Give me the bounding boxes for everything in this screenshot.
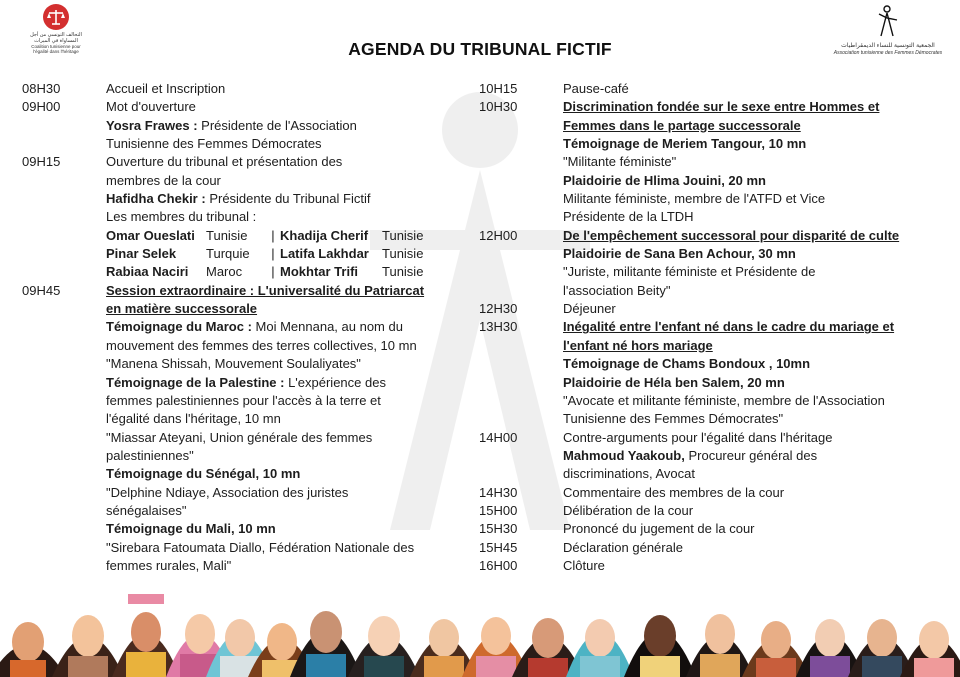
- session-text: [106, 98, 462, 153]
- pleading-text: Présidente de la LTDH: [563, 209, 694, 225]
- agenda-row: [479, 502, 929, 520]
- pleading-text: l'association Beity": [563, 282, 671, 298]
- atfd-logo-french: Association tunisienne des Femmes Démocrates: [833, 50, 943, 56]
- dancing-woman-icon: [873, 4, 903, 38]
- opening-title: Mot d'ouverture: [106, 99, 196, 115]
- speaker-line: [563, 447, 929, 465]
- session-text: [563, 429, 929, 484]
- session-text: Prononcé du jugement de la cour: [563, 521, 755, 537]
- agenda-row: [479, 520, 929, 538]
- speaker-name: Hafidha Chekir :: [106, 191, 206, 207]
- session-heading: en matière successorale: [106, 301, 258, 317]
- testimony-label: Témoignage de Chams Bondoux , 10mn: [563, 356, 811, 372]
- speaker-line: [106, 117, 462, 135]
- session-line: Ouverture du tribunal et présentation des: [106, 154, 343, 170]
- member-name: Rabiaa Naciri: [106, 264, 189, 280]
- speaker-role: Procureur général des: [688, 447, 818, 463]
- agenda-row: [479, 98, 929, 226]
- member-country: Tunisie: [382, 227, 424, 243]
- woman-figure-12: [566, 619, 634, 677]
- members-label: Les membres du tribunal :: [106, 209, 257, 225]
- session-text: [563, 318, 929, 428]
- session-text: Déclaration générale: [563, 539, 683, 555]
- member-name: Mokhtar Trifi: [280, 264, 359, 280]
- testimony-label: Témoignage du Maroc :: [106, 319, 252, 335]
- pleading-label: Plaidoirie de Héla ben Salem, 20 mn: [563, 374, 785, 390]
- pleading-text: "Avocate et militante féministe, membre de l'Association: [563, 392, 885, 408]
- time-label: 09H45: [22, 282, 61, 298]
- member-country: Maroc: [206, 264, 243, 280]
- session-text: [563, 98, 929, 226]
- member-name: Latifa Lakhdar: [280, 246, 369, 262]
- session-text: Déjeuner: [563, 301, 616, 317]
- woman-figure-14: [686, 614, 754, 677]
- speaker-line: [106, 190, 462, 208]
- member-name: Omar Oueslati: [106, 227, 195, 243]
- coalition-logo-arabic: التحالف التونسي من أجل المساواة في الميراث: [30, 32, 82, 44]
- agenda-row: [22, 282, 462, 576]
- agenda-right-column: [479, 80, 929, 575]
- member-separator: |: [271, 264, 275, 280]
- time-label: 09H00: [22, 99, 61, 115]
- agenda-row: [22, 80, 462, 98]
- testimony-text: palestiniennes": [106, 447, 194, 463]
- atfd-logo-arabic: الجمعية التونسية للنساء الديمقراطيات: [841, 43, 935, 49]
- session-heading: l'enfant né hors mariage: [563, 337, 713, 353]
- session-heading: Session extraordinaire : L'universalité du Patriarcat: [106, 282, 425, 298]
- session-text: Accueil et Inscription: [106, 81, 226, 96]
- time-label: 13H30: [479, 319, 518, 335]
- testimony-text: "Manena Shissah, Mouvement Soulaliyates": [106, 356, 361, 372]
- member-country: Tunisie: [206, 227, 248, 243]
- session-text: [106, 282, 462, 576]
- member-name: Pinar Selek: [106, 246, 177, 262]
- agenda-row: [479, 318, 929, 428]
- testimony-label: Témoignage de Meriem Tangour, 10 mn: [563, 136, 807, 152]
- coalition-logo-french: Coalition tunisienne pour l'égalité dans l'héritage: [31, 44, 81, 54]
- session-heading: Discrimination fondée sur le sexe entre Hommes et: [563, 99, 880, 115]
- member-country: Turquie: [206, 246, 250, 262]
- woman-figure-18: [900, 621, 960, 677]
- testimony-label: Témoignage de la Palestine :: [106, 374, 285, 390]
- testimony-text: femmes rurales, Mali": [106, 557, 232, 573]
- time-label: 09H15: [22, 154, 61, 170]
- agenda-row: [479, 539, 929, 557]
- session-heading: Inégalité entre l'enfant né dans le cadre du mariage et: [563, 319, 895, 335]
- time-label: 12H30: [479, 301, 518, 317]
- agenda-row: [479, 557, 929, 575]
- time-label: 15H00: [479, 502, 518, 518]
- member-separator: |: [271, 246, 275, 262]
- members-grid: [106, 227, 462, 282]
- woman-figure-7: [290, 611, 362, 677]
- testimony-text: "Militante féministe": [563, 154, 677, 170]
- speaker-role-cont: discriminations, Avocat: [563, 466, 695, 482]
- speaker-role-cont: Tunisienne des Femmes Démocrates: [106, 136, 322, 152]
- member-separator: |: [271, 227, 275, 243]
- testimony-text: mouvement des femmes des terres collectives, 10 mn: [106, 337, 417, 353]
- session-text: [106, 153, 462, 281]
- session-text: Pause-café: [563, 81, 629, 96]
- testimony-text: l'égalité dans l'héritage, 10 mn: [106, 411, 281, 427]
- testimony-label: Témoignage du Mali, 10 mn: [106, 521, 276, 537]
- session-line: Contre-arguments pour l'égalité dans l'héritage: [563, 429, 833, 445]
- testimony-text: "Delphine Ndiaye, Association des juristes: [106, 484, 349, 500]
- woman-figure-13: [624, 615, 696, 677]
- time-label: 10H15: [479, 81, 518, 96]
- agenda-row: [479, 80, 929, 98]
- testimony-text: "Miassar Ateyani, Union générale des femmes: [106, 429, 373, 445]
- woman-figure-3: [112, 594, 180, 677]
- pleading-text: "Juriste, militante féministe et Présidente de: [563, 264, 816, 280]
- women-crowd-illustration: [0, 584, 960, 677]
- session-text: Commentaire des membres de la cour: [563, 484, 785, 500]
- agenda-row: [479, 429, 929, 484]
- testimony-label: Témoignage du Sénégal, 10 mn: [106, 466, 301, 482]
- time-label: 15H45: [479, 539, 518, 555]
- pleading-text: Tunisienne des Femmes Démocrates": [563, 411, 784, 427]
- agenda-row: [22, 98, 462, 153]
- testimony-line: [106, 318, 462, 336]
- speaker-name: Mahmoud Yaakoub,: [563, 447, 685, 463]
- testimony-text: L'expérience des: [288, 374, 386, 390]
- session-heading: De l'empêchement successoral pour disparité de culte: [563, 227, 900, 243]
- testimony-text: sénégalaises": [106, 502, 187, 518]
- time-label: 12H00: [479, 227, 518, 243]
- member-country: Tunisie: [382, 264, 424, 280]
- agenda-row: [22, 153, 462, 281]
- speaker-role: Présidente de l'Association: [201, 117, 357, 133]
- testimony-text: Moi Mennana, au nom du: [255, 319, 403, 335]
- session-text: Délibération de la cour: [563, 502, 694, 518]
- member-name: Khadija Cherif: [280, 227, 369, 243]
- agenda-row: [479, 300, 929, 318]
- agenda-row: [479, 484, 929, 502]
- testimony-line: [106, 374, 462, 392]
- time-label: 08H30: [22, 81, 61, 96]
- time-label: 14H00: [479, 429, 518, 445]
- time-label: 10H30: [479, 99, 518, 115]
- woman-figure-8: [348, 616, 420, 677]
- time-label: 16H00: [479, 557, 518, 573]
- pleading-label: Plaidoirie de Hlima Jouini, 20 mn: [563, 172, 766, 188]
- speaker-name: Yosra Frawes :: [106, 117, 198, 133]
- agenda-left-column: [22, 80, 462, 575]
- time-label: 14H30: [479, 484, 518, 500]
- session-line: membres de la cour: [106, 172, 221, 188]
- session-heading: Femmes dans le partage successorale: [563, 117, 801, 133]
- speaker-role: Présidente du Tribunal Fictif: [209, 191, 371, 207]
- agenda-row: [479, 227, 929, 300]
- testimony-text: femmes palestiniennes pour l'accès à la terre et: [106, 392, 381, 408]
- pleading-label: Plaidoirie de Sana Ben Achour, 30 mn: [563, 246, 796, 262]
- session-text: [563, 227, 929, 300]
- scales-icon: [43, 4, 69, 30]
- time-label: 15H30: [479, 521, 518, 537]
- member-country: Tunisie: [382, 246, 424, 262]
- testimony-text: "Sirebara Fatoumata Diallo, Fédération Nationale des: [106, 539, 415, 555]
- pleading-text: Militante féministe, membre de l'ATFD et Vice: [563, 191, 826, 207]
- woman-figure-2: [52, 615, 124, 677]
- page-title: AGENDA DU TRIBUNAL FICTIF: [348, 39, 612, 59]
- session-text: Clôture: [563, 557, 605, 573]
